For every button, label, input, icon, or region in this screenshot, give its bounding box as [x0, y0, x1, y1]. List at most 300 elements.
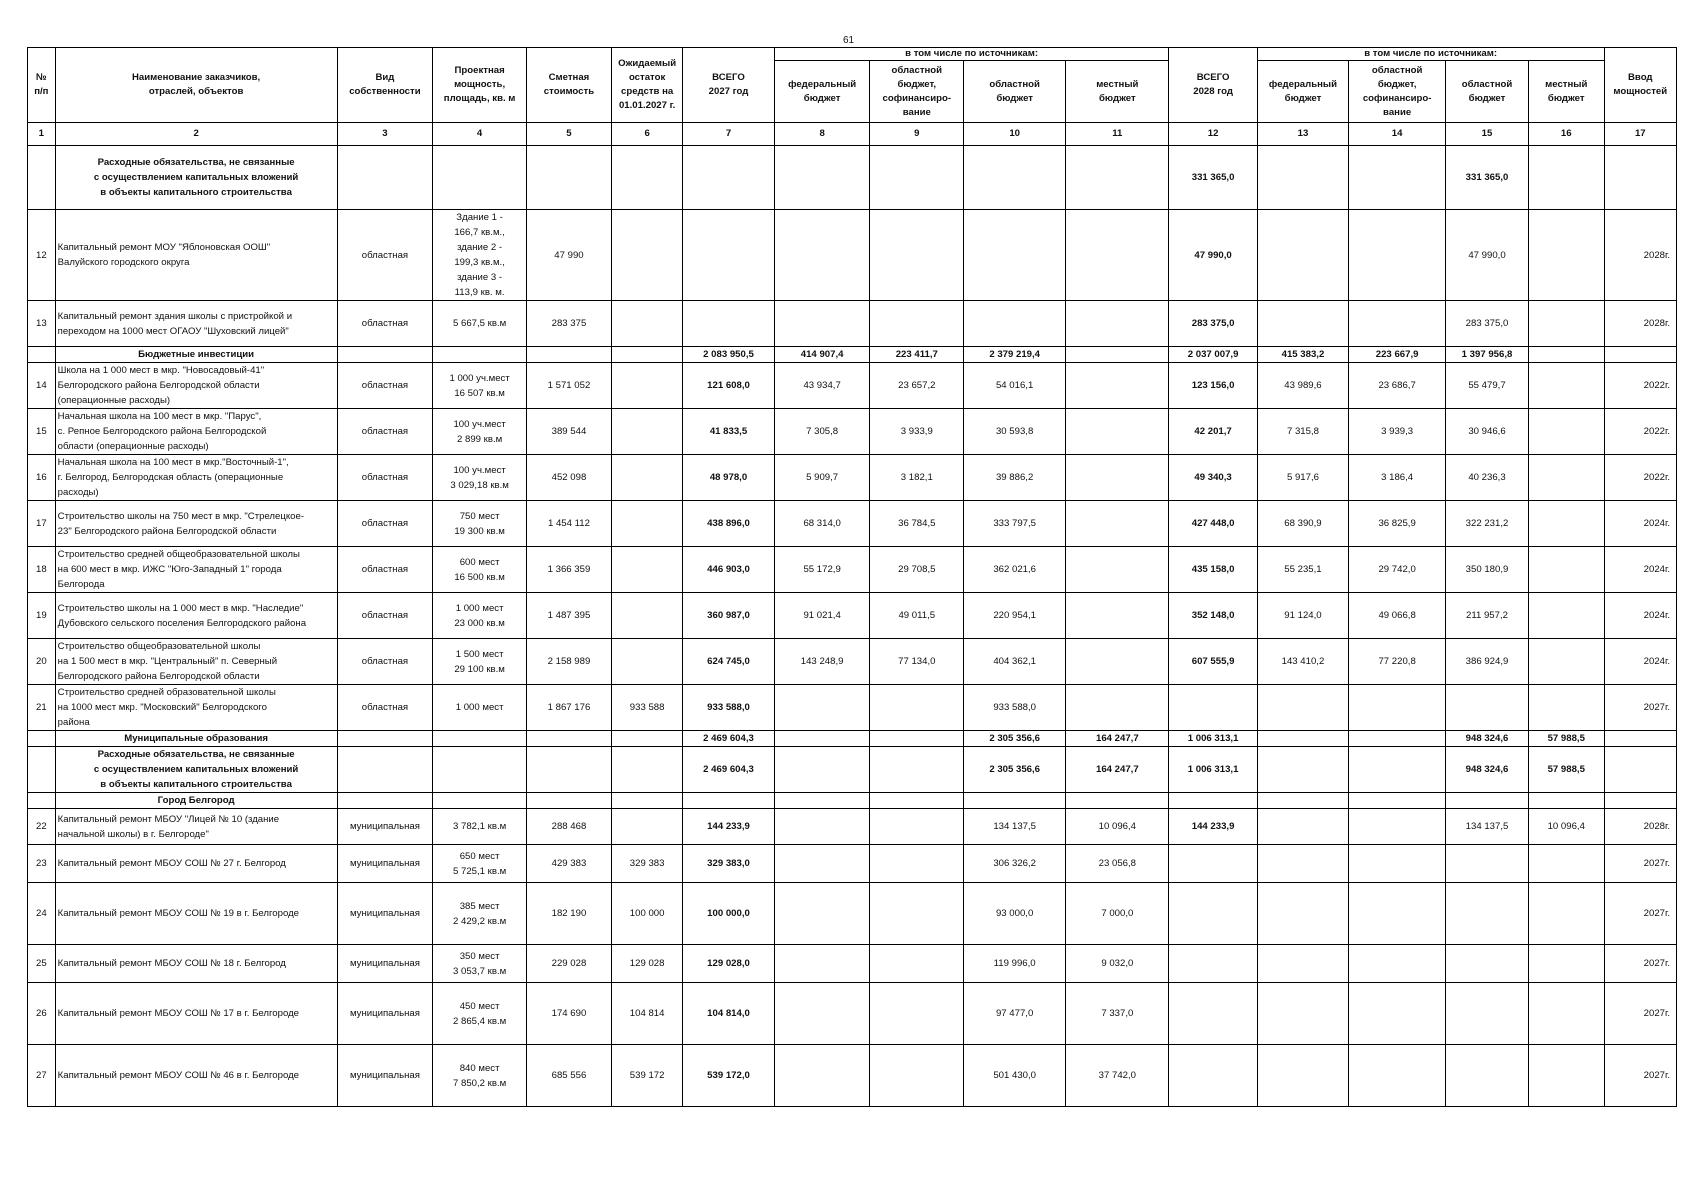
column-number: 2 [55, 123, 337, 146]
table-row [28, 809, 1677, 845]
ownership-type: областная [337, 501, 433, 547]
amount-cell: 1 006 313,1 [1169, 731, 1257, 747]
amount-cell: 48 978,0 [683, 455, 774, 501]
amount-cell [1528, 347, 1604, 363]
commissioning-year: 2022г. [1604, 455, 1676, 501]
commissioning-year: 2028г. [1604, 809, 1676, 845]
column-number: 14 [1349, 123, 1446, 146]
table-row [28, 363, 1677, 409]
capacity: 350 мест 3 053,7 кв.м [433, 945, 527, 983]
column-number: 16 [1528, 123, 1604, 146]
amount-cell [1446, 685, 1529, 731]
amount-cell: 49 011,5 [870, 593, 964, 639]
amount-cell: 350 180,9 [1446, 547, 1529, 593]
amount-cell [1446, 845, 1529, 883]
table-row [28, 455, 1677, 501]
amount-cell: 386 924,9 [1446, 639, 1529, 685]
amount-cell [1169, 883, 1257, 945]
capacity: 1 000 мест 23 000 кв.м [433, 593, 527, 639]
commissioning-year [1604, 731, 1676, 747]
commissioning-year [1604, 347, 1676, 363]
table-row [28, 845, 1677, 883]
row-number: 13 [28, 301, 56, 347]
amount-cell: 288 468 [526, 809, 611, 845]
amount-cell: 404 362,1 [964, 639, 1066, 685]
amount-cell [870, 301, 964, 347]
amount-cell [612, 455, 683, 501]
amount-cell [612, 301, 683, 347]
amount-cell [1257, 945, 1348, 983]
capacity [433, 347, 527, 363]
amount-cell [1349, 301, 1446, 347]
commissioning-year: 2028г. [1604, 210, 1676, 301]
ownership-type: областная [337, 593, 433, 639]
amount-cell [1066, 639, 1169, 685]
commissioning-year: 2027г. [1604, 945, 1676, 983]
row-number: 12 [28, 210, 56, 301]
amount-cell [612, 547, 683, 593]
amount-cell [1169, 1045, 1257, 1107]
table-row [28, 883, 1677, 945]
amount-cell [1349, 809, 1446, 845]
amount-cell: 129 028 [612, 945, 683, 983]
amount-cell: 143 248,9 [774, 639, 870, 685]
amount-cell: 948 324,6 [1446, 731, 1529, 747]
amount-cell [1528, 501, 1604, 547]
capacity: 100 уч.мест 3 029,18 кв.м [433, 455, 527, 501]
capacity: 1 000 уч.мест 16 507 кв.м [433, 363, 527, 409]
amount-cell: 29 708,5 [870, 547, 964, 593]
object-name: Капитальный ремонт МБОУ СОШ № 19 в г. Белгороде [55, 883, 337, 945]
amount-cell: 624 745,0 [683, 639, 774, 685]
ownership-type: областная [337, 639, 433, 685]
amount-cell: 331 365,0 [1169, 146, 1257, 210]
row-number [28, 747, 56, 793]
page-number: 61 [842, 35, 855, 46]
amount-cell [870, 845, 964, 883]
ownership-type [337, 793, 433, 809]
amount-cell: 55 479,7 [1446, 363, 1529, 409]
amount-cell: 1 867 176 [526, 685, 611, 731]
section-row [28, 146, 1677, 210]
amount-cell [1446, 883, 1529, 945]
row-number: 23 [28, 845, 56, 883]
amount-cell: 7 337,0 [1066, 983, 1169, 1045]
column-number: 4 [433, 123, 527, 146]
amount-cell [1528, 639, 1604, 685]
amount-cell [612, 210, 683, 301]
object-name: Бюджетные инвестиции [55, 347, 337, 363]
amount-cell: 100 000,0 [683, 883, 774, 945]
amount-cell: 438 896,0 [683, 501, 774, 547]
header-group-row [28, 48, 1677, 61]
amount-cell [870, 983, 964, 1045]
amount-cell [964, 793, 1066, 809]
object-name: Капитальный ремонт здания школы с пристройкой и переходом на 1000 мест ОГАОУ "Шуховский лицей" [55, 301, 337, 347]
amount-cell [1066, 347, 1169, 363]
amount-cell: 7 000,0 [1066, 883, 1169, 945]
amount-cell: 1 454 112 [526, 501, 611, 547]
amount-cell: 2 305 356,6 [964, 747, 1066, 793]
amount-cell [526, 793, 611, 809]
amount-cell: 329 383 [612, 845, 683, 883]
ownership-type: муниципальная [337, 809, 433, 845]
amount-cell: 164 247,7 [1066, 731, 1169, 747]
capacity: 650 мест 5 725,1 кв.м [433, 845, 527, 883]
capacity: 840 мест 7 850,2 кв.м [433, 1045, 527, 1107]
object-name: Строительство средней образовательной школы на 1000 мест мкр. "Московский" Белгородского района [55, 685, 337, 731]
amount-cell: 435 158,0 [1169, 547, 1257, 593]
amount-cell: 283 375,0 [1169, 301, 1257, 347]
row-number: 14 [28, 363, 56, 409]
ownership-type [337, 347, 433, 363]
amount-cell [1257, 883, 1348, 945]
amount-cell [1349, 983, 1446, 1045]
commissioning-year: 2024г. [1604, 639, 1676, 685]
amount-cell [612, 409, 683, 455]
amount-cell: 39 886,2 [964, 455, 1066, 501]
amount-cell: 3 182,1 [870, 455, 964, 501]
ownership-type: областная [337, 455, 433, 501]
amount-cell [526, 347, 611, 363]
amount-cell [1169, 845, 1257, 883]
capacity [433, 793, 527, 809]
col-header-federal-2027: федеральный бюджет [774, 61, 870, 123]
table-row [28, 983, 1677, 1045]
ownership-type [337, 731, 433, 747]
object-name: Школа на 1 000 мест в мкр. "Новосадовый-41" Белгородского района Белгородской области (операционные расходы) [55, 363, 337, 409]
row-number: 19 [28, 593, 56, 639]
budget-table [27, 47, 1677, 1107]
column-number: 8 [774, 123, 870, 146]
amount-cell: 97 477,0 [964, 983, 1066, 1045]
subtotal-row [28, 793, 1677, 809]
section-row [28, 747, 1677, 793]
ownership-type: муниципальная [337, 883, 433, 945]
ownership-type: областная [337, 363, 433, 409]
amount-cell: 91 021,4 [774, 593, 870, 639]
amount-cell [1528, 409, 1604, 455]
amount-cell [526, 747, 611, 793]
column-number: 5 [526, 123, 611, 146]
amount-cell: 129 028,0 [683, 945, 774, 983]
amount-cell [1257, 845, 1348, 883]
amount-cell: 329 383,0 [683, 845, 774, 883]
amount-cell: 30 593,8 [964, 409, 1066, 455]
amount-cell [612, 731, 683, 747]
object-name: Строительство школы на 750 мест в мкр. "Стрелецкое- 23" Белгородского района Белгородской области [55, 501, 337, 547]
amount-cell [683, 146, 774, 210]
amount-cell [774, 731, 870, 747]
amount-cell [1528, 547, 1604, 593]
amount-cell [1257, 747, 1348, 793]
amount-cell [774, 210, 870, 301]
amount-cell: 452 098 [526, 455, 611, 501]
amount-cell: 54 016,1 [964, 363, 1066, 409]
column-number: 6 [612, 123, 683, 146]
amount-cell [612, 793, 683, 809]
table-row [28, 301, 1677, 347]
object-name: Расходные обязательства, не связанные с осуществлением капитальных вложений в объекты капитального строительства [55, 146, 337, 210]
amount-cell: 220 954,1 [964, 593, 1066, 639]
amount-cell: 322 231,2 [1446, 501, 1529, 547]
amount-cell: 91 124,0 [1257, 593, 1348, 639]
amount-cell [1257, 685, 1348, 731]
amount-cell [612, 347, 683, 363]
row-number: 22 [28, 809, 56, 845]
amount-cell [870, 210, 964, 301]
amount-cell [870, 731, 964, 747]
object-name: Капитальный ремонт МБОУ СОШ № 46 в г. Белгороде [55, 1045, 337, 1107]
amount-cell: 283 375 [526, 301, 611, 347]
amount-cell: 49 066,8 [1349, 593, 1446, 639]
col-header-balance: Ожидаемый остаток средств на 01.01.2027 г. [612, 48, 683, 123]
amount-cell: 331 365,0 [1446, 146, 1529, 210]
column-number: 7 [683, 123, 774, 146]
amount-cell [683, 793, 774, 809]
ownership-type: муниципальная [337, 1045, 433, 1107]
amount-cell: 43 934,7 [774, 363, 870, 409]
amount-cell [1349, 945, 1446, 983]
column-number: 9 [870, 123, 964, 146]
amount-cell: 68 390,9 [1257, 501, 1348, 547]
amount-cell: 57 988,5 [1528, 747, 1604, 793]
amount-cell [1528, 793, 1604, 809]
table-row [28, 409, 1677, 455]
amount-cell: 104 814 [612, 983, 683, 1045]
amount-cell: 123 156,0 [1169, 363, 1257, 409]
amount-cell [1349, 685, 1446, 731]
col-header-local-2028: местный бюджет [1528, 61, 1604, 123]
amount-cell: 7 305,8 [774, 409, 870, 455]
amount-cell [774, 1045, 870, 1107]
amount-cell [1528, 883, 1604, 945]
commissioning-year: 2024г. [1604, 547, 1676, 593]
amount-cell: 119 996,0 [964, 945, 1066, 983]
amount-cell: 389 544 [526, 409, 611, 455]
amount-cell [964, 301, 1066, 347]
amount-cell: 539 172,0 [683, 1045, 774, 1107]
table-row [28, 501, 1677, 547]
amount-cell: 2 469 604,3 [683, 747, 774, 793]
row-number: 25 [28, 945, 56, 983]
commissioning-year: 2027г. [1604, 685, 1676, 731]
amount-cell [1257, 146, 1348, 210]
commissioning-year: 2027г. [1604, 983, 1676, 1045]
amount-cell: 144 233,9 [1169, 809, 1257, 845]
amount-cell: 306 326,2 [964, 845, 1066, 883]
amount-cell [1528, 301, 1604, 347]
amount-cell: 134 137,5 [964, 809, 1066, 845]
capacity: 5 667,5 кв.м [433, 301, 527, 347]
commissioning-year: 2027г. [1604, 845, 1676, 883]
amount-cell [774, 685, 870, 731]
amount-cell [870, 1045, 964, 1107]
amount-cell: 55 172,9 [774, 547, 870, 593]
commissioning-year: 2022г. [1604, 363, 1676, 409]
amount-cell [612, 501, 683, 547]
ownership-type: областная [337, 547, 433, 593]
object-name: Город Белгород [55, 793, 337, 809]
amount-cell [1066, 547, 1169, 593]
row-number: 27 [28, 1045, 56, 1107]
ownership-type: муниципальная [337, 983, 433, 1045]
amount-cell: 37 742,0 [1066, 1045, 1169, 1107]
object-name: Капитальный ремонт МБОУ СОШ № 17 в г. Белгороде [55, 983, 337, 1045]
col-header-num: № п/п [28, 48, 56, 123]
amount-cell [1169, 793, 1257, 809]
column-number: 12 [1169, 123, 1257, 146]
object-name: Строительство школы на 1 000 мест в мкр. "Наследие" Дубовского сельского поселения Белгородского района [55, 593, 337, 639]
amount-cell [1349, 793, 1446, 809]
column-number: 15 [1446, 123, 1529, 146]
amount-cell: 7 315,8 [1257, 409, 1348, 455]
amount-cell [1257, 731, 1348, 747]
column-number: 3 [337, 123, 433, 146]
amount-cell [1446, 983, 1529, 1045]
amount-cell [1169, 983, 1257, 1045]
amount-cell: 182 190 [526, 883, 611, 945]
col-header-estimate: Сметная стоимость [526, 48, 611, 123]
col-header-total-2027: ВСЕГО 2027 год [683, 48, 774, 123]
commissioning-year: 2027г. [1604, 883, 1676, 945]
capacity: 3 782,1 кв.м [433, 809, 527, 845]
table-row [28, 945, 1677, 983]
col-header-commissioning: Ввод мощностей [1604, 48, 1676, 123]
capacity: 1 000 мест [433, 685, 527, 731]
amount-cell [774, 747, 870, 793]
amount-cell [774, 983, 870, 1045]
amount-cell: 1 571 052 [526, 363, 611, 409]
amount-cell: 427 448,0 [1169, 501, 1257, 547]
amount-cell: 29 742,0 [1349, 547, 1446, 593]
amount-cell: 47 990,0 [1169, 210, 1257, 301]
ownership-type: областная [337, 210, 433, 301]
amount-cell: 1 006 313,1 [1169, 747, 1257, 793]
amount-cell [1528, 593, 1604, 639]
amount-cell: 164 247,7 [1066, 747, 1169, 793]
amount-cell: 3 939,3 [1349, 409, 1446, 455]
amount-cell: 49 340,3 [1169, 455, 1257, 501]
row-number [28, 731, 56, 747]
amount-cell: 93 000,0 [964, 883, 1066, 945]
commissioning-year: 2028г. [1604, 301, 1676, 347]
row-number: 15 [28, 409, 56, 455]
amount-cell [612, 146, 683, 210]
col-header-capacity: Проектная мощность, площадь, кв. м [433, 48, 527, 123]
amount-cell [1349, 146, 1446, 210]
capacity: 100 уч.мест 2 899 кв.м [433, 409, 527, 455]
amount-cell [1169, 685, 1257, 731]
table-body [28, 146, 1677, 1107]
table-row [28, 593, 1677, 639]
row-number [28, 793, 56, 809]
group-header-2028-sources: в том числе по источникам: [1257, 48, 1604, 61]
table-row [28, 685, 1677, 731]
amount-cell: 223 411,7 [870, 347, 964, 363]
amount-cell: 9 032,0 [1066, 945, 1169, 983]
row-number [28, 347, 56, 363]
amount-cell: 3 933,9 [870, 409, 964, 455]
amount-cell [1066, 146, 1169, 210]
amount-cell: 23 686,7 [1349, 363, 1446, 409]
col-header-total-2028: ВСЕГО 2028 год [1169, 48, 1257, 123]
column-number-row [28, 123, 1677, 146]
ownership-type: муниципальная [337, 945, 433, 983]
amount-cell [1066, 210, 1169, 301]
amount-cell: 134 137,5 [1446, 809, 1529, 845]
object-name: Капитальный ремонт МОУ "Яблоновская ООШ" Валуйского городского округа [55, 210, 337, 301]
amount-cell [870, 945, 964, 983]
column-number: 1 [28, 123, 56, 146]
amount-cell [1066, 301, 1169, 347]
column-number: 10 [964, 123, 1066, 146]
amount-cell: 283 375,0 [1446, 301, 1529, 347]
ownership-type: областная [337, 301, 433, 347]
col-header-regional-cofin-2027: областной бюджет, софинансиро- вание [870, 61, 964, 123]
amount-cell: 5 909,7 [774, 455, 870, 501]
ownership-type [337, 146, 433, 210]
amount-cell: 23 657,2 [870, 363, 964, 409]
object-name: Строительство общеобразовательной школы на 1 500 мест в мкр. "Центральный" п. Северный Белгородского района Белгородской области [55, 639, 337, 685]
amount-cell: 174 690 [526, 983, 611, 1045]
amount-cell: 414 907,4 [774, 347, 870, 363]
amount-cell: 23 056,8 [1066, 845, 1169, 883]
amount-cell [612, 747, 683, 793]
capacity [433, 146, 527, 210]
amount-cell [1528, 455, 1604, 501]
amount-cell: 77 134,0 [870, 639, 964, 685]
amount-cell: 2 158 989 [526, 639, 611, 685]
amount-cell: 360 987,0 [683, 593, 774, 639]
object-name: Расходные обязательства, не связанные с осуществлением капитальных вложений в объекты капитального строительства [55, 747, 337, 793]
amount-cell: 1 487 395 [526, 593, 611, 639]
amount-cell [1066, 363, 1169, 409]
amount-cell: 2 305 356,6 [964, 731, 1066, 747]
amount-cell [1528, 945, 1604, 983]
amount-cell [1169, 945, 1257, 983]
amount-cell [1349, 731, 1446, 747]
col-header-federal-2028: федеральный бюджет [1257, 61, 1348, 123]
capacity: 600 мест 16 500 кв.м [433, 547, 527, 593]
amount-cell [870, 747, 964, 793]
ownership-type: муниципальная [337, 845, 433, 883]
row-number: 21 [28, 685, 56, 731]
amount-cell [1446, 793, 1529, 809]
commissioning-year: 2024г. [1604, 593, 1676, 639]
amount-cell [1066, 685, 1169, 731]
amount-cell [526, 146, 611, 210]
amount-cell: 415 383,2 [1257, 347, 1348, 363]
object-name: Капитальный ремонт МБОУ СОШ № 27 г. Белгород [55, 845, 337, 883]
commissioning-year [1604, 747, 1676, 793]
amount-cell [1257, 1045, 1348, 1107]
capacity: 750 мест 19 300 кв.м [433, 501, 527, 547]
amount-cell [774, 793, 870, 809]
table-row [28, 639, 1677, 685]
amount-cell [774, 945, 870, 983]
amount-cell [1257, 983, 1348, 1045]
amount-cell: 223 667,9 [1349, 347, 1446, 363]
row-number: 20 [28, 639, 56, 685]
column-number: 11 [1066, 123, 1169, 146]
amount-cell [1066, 793, 1169, 809]
amount-cell: 229 028 [526, 945, 611, 983]
amount-cell [870, 146, 964, 210]
amount-cell [1528, 363, 1604, 409]
amount-cell [1528, 685, 1604, 731]
capacity [433, 731, 527, 747]
